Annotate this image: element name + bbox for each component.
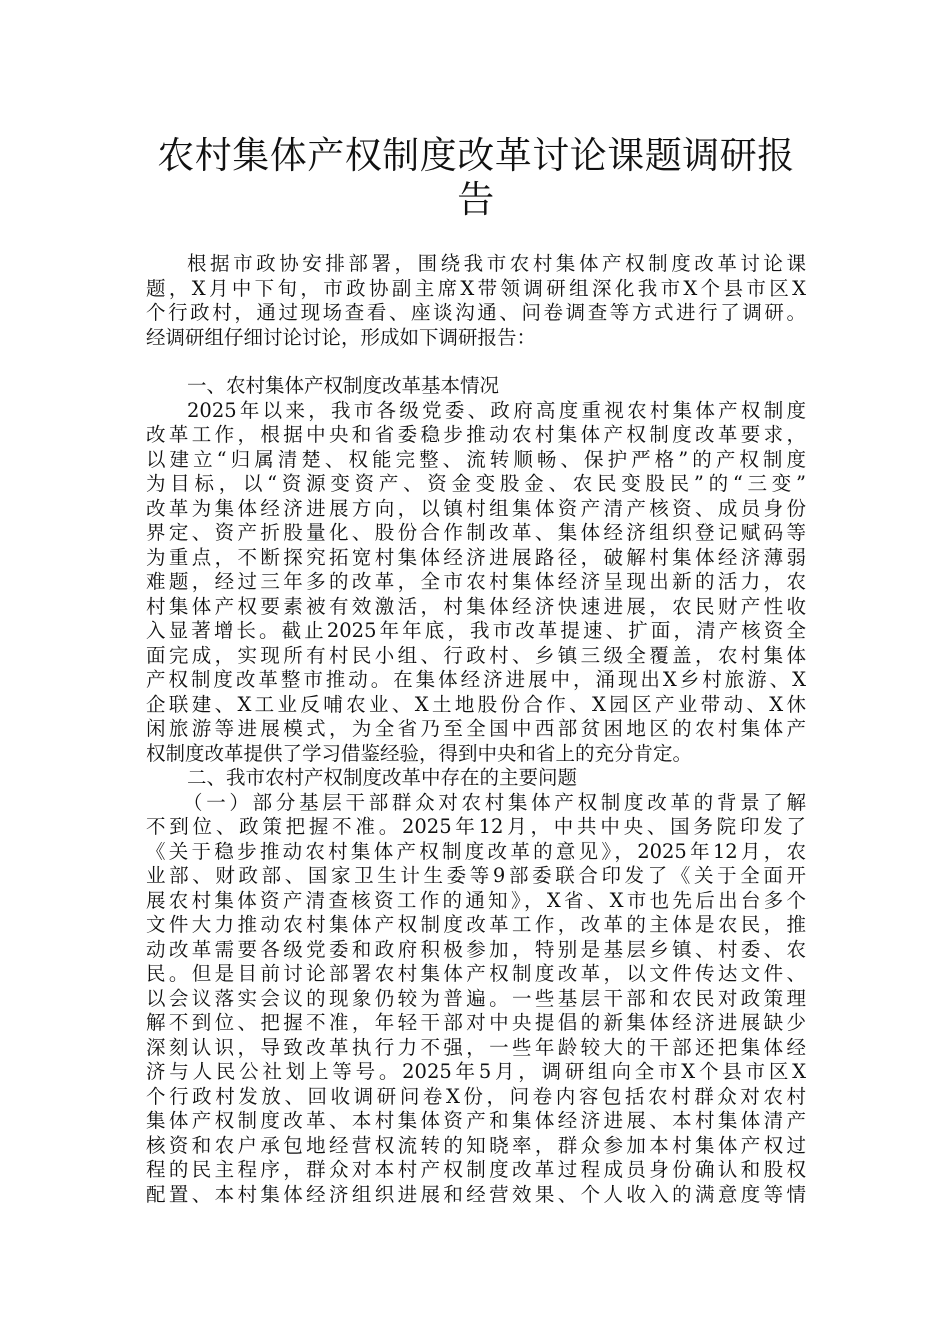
body-text-line: 权制度改革提供了学习借鉴经验，得到中央和省上的充分肯定。 xyxy=(146,741,693,765)
body-text-line: 解不到位、把握不准，年轻干部对中央提倡的新集体经济进展缺少 xyxy=(146,1011,806,1034)
body-text-line: 不到位、政策把握不准。2025年12月，中共中央、国务院印发了 xyxy=(146,815,806,838)
body-text-line: 深刻认识，导致改革执行力不强，一些年龄较大的干部还把集体经 xyxy=(146,1035,806,1059)
body-text-line: 村集体产权要素被有效激活，村集体经济快速进展，农民财产性收 xyxy=(146,594,806,618)
body-text-line: 产权制度改革整市推动。在集体经济进展中，涌现出X乡村旅游、X xyxy=(146,668,806,691)
body-text-line: 题，X月中下旬，市政协副主席X带领调研组深化我市X个县市区X xyxy=(146,276,806,300)
document-title-line-1: 农村集体产权制度改革讨论课题调研报 xyxy=(157,134,795,177)
body-text-line: 闲旅游等进展模式，为全省乃至全国中西部贫困地区的农村集体产 xyxy=(146,717,806,740)
body-text-line: 二、我市农村产权制度改革中存在的主要问题 xyxy=(187,766,578,789)
body-text-line: 2025年以来，我市各级党委、政府高度重视农村集体产权制度 xyxy=(187,398,806,422)
body-text-line: 济与人民公社划上等号。2025年5月，调研组向全市X个县市区X xyxy=(146,1060,806,1083)
body-text-line: 个行政村，通过现场查看、座谈沟通、问卷调查等方式进行了调研。 xyxy=(146,301,806,324)
body-text-line: 难题，经过三年多的改革，全市农村集体经济呈现出新的活力，农 xyxy=(146,570,806,593)
body-text-line: 核资和农户承包地经营权流转的知晓率，群众参加本村集体产权过 xyxy=(146,1133,806,1157)
body-text-line: 一、农村集体产权制度改革基本情况 xyxy=(187,374,500,397)
body-text-line: 文件大力推动农村集体产权制度改革工作，改革的主体是农民，推 xyxy=(146,913,806,936)
body-text-line: （一）部分基层干部群众对农村集体产权制度改革的背景了解 xyxy=(183,790,806,814)
body-text-line: 以建立“归属清楚、权能完整、流转顺畅、保护严格”的产权制度 xyxy=(146,447,806,471)
body-text-line: 经调研组仔细讨论讨论，形成如下调研报告： xyxy=(146,325,537,349)
body-text-line: 集体产权制度改革、本村集体资产和集体经济进展、本村集体清产 xyxy=(146,1109,806,1132)
body-text-line: 民。但是目前讨论部署农村集体产权制度改革，以文件传达文件、 xyxy=(146,962,806,985)
body-text-line: 动改革需要各级党委和政府积极参加，特别是基层乡镇、村委、农 xyxy=(146,937,806,961)
document-body xyxy=(146,252,806,1207)
body-text-line: 程的民主程序，群众对本村产权制度改革过程成员身份确认和股权 xyxy=(146,1158,806,1181)
body-text-line: 展农村集体资产清查核资工作的通知》，X省、X市也先后出台多个 xyxy=(146,888,806,912)
body-text-line: 为目标，以“资源变资产、资金变股金、农民变股民”的“三变” xyxy=(146,472,806,495)
body-text-line: 入显著增长。截止2025年年底，我市改革提速、扩面，清产核资全 xyxy=(146,619,806,642)
body-text-line: 《关于稳步推动农村集体产权制度改革的意见》，2025年12月，农 xyxy=(146,839,806,863)
body-text-line: 面完成，实现所有村民小组、行政村、乡镇三级全覆盖，农村集体 xyxy=(146,643,806,667)
body-text-line: 为重点，不断探究拓宽村集体经济进展路径，破解村集体经济薄弱 xyxy=(146,545,806,569)
document-title-line-2: 告 xyxy=(457,178,495,221)
body-text-line: 以会议落实会议的现象仍较为普遍。一些基层干部和农民对政策理 xyxy=(146,986,806,1010)
body-text-line: 根据市政协安排部署，围绕我市农村集体产权制度改革讨论课 xyxy=(187,252,806,275)
body-text-line: 业部、财政部、国家卫生计生委等9部委联合印发了《关于全面开 xyxy=(146,864,806,887)
body-text-line: 企联建、X工业反哺农业、X土地股份合作、X园区产业带动、X休 xyxy=(146,692,806,716)
body-text-line: 改革为集体经济进展方向，以镇村组集体资产清产核资、成员身份 xyxy=(146,496,806,520)
body-text-line: 界定、资产折股量化、股份合作制改革、集体经济组织登记赋码等 xyxy=(146,521,806,544)
body-text-line: 改革工作，根据中央和省委稳步推动农村集体产权制度改革要求， xyxy=(146,423,806,446)
body-text-line: 个行政村发放、回收调研问卷X份，问卷内容包括农村群众对农村 xyxy=(146,1084,806,1108)
body-text-line: 配置、本村集体经济组织进展和经营效果、个人收入的满意度等情 xyxy=(146,1182,806,1206)
